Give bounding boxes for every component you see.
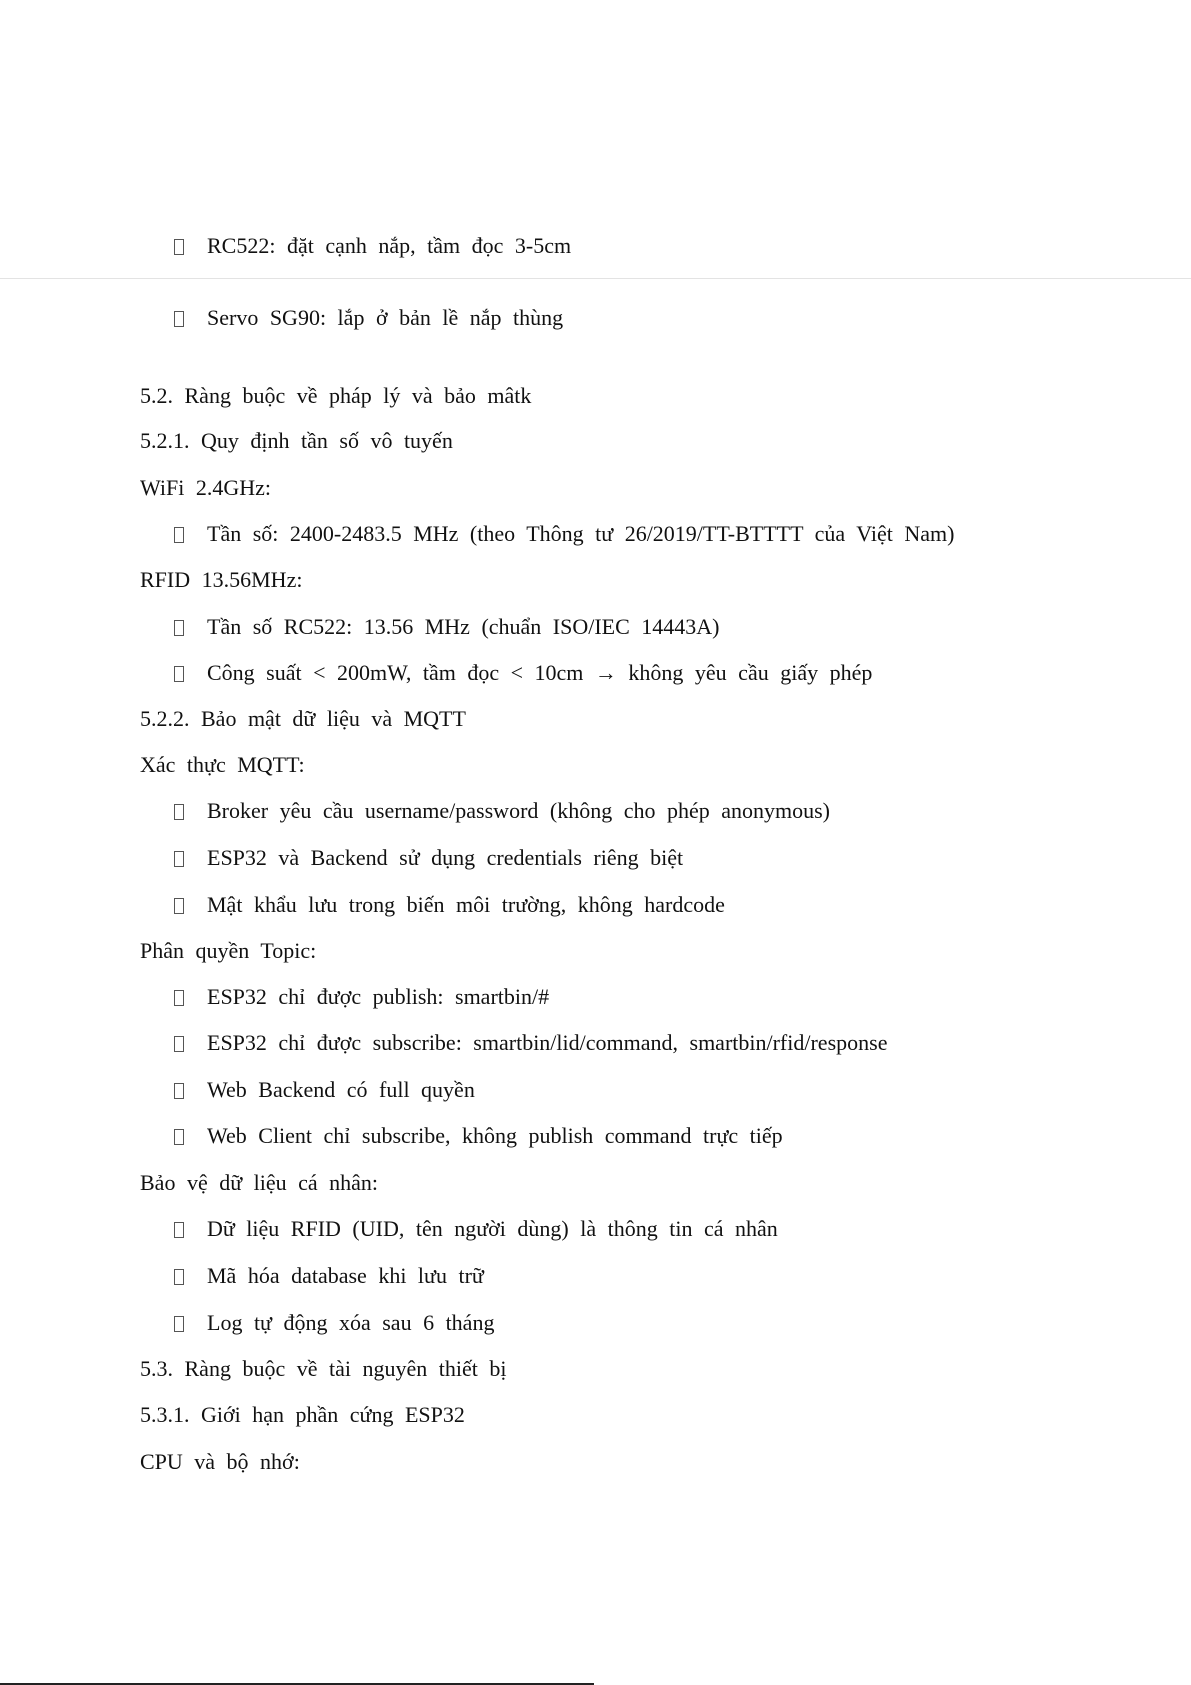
section-heading-5-3: 5.3. Ràng buộc về tài nguyên thiết bị [140,1356,507,1381]
list-item: Log tự động xóa sau 6 tháng [174,1310,494,1336]
list-item: ESP32 chỉ được publish: smartbin/# [174,984,549,1010]
bullet-marker-icon [174,1083,184,1099]
wifi-label: WiFi 2.4GHz: [140,475,271,500]
page-divider [0,278,1191,279]
bullet-marker-icon [174,1222,184,1238]
list-item: Broker yêu cầu username/password (không cho phép anonymous) [174,798,830,824]
list-item: Web Client chỉ subscribe, không publish command trực tiếp [174,1123,783,1149]
list-item: Mật khẩu lưu trong biến môi trường, không hardcode [174,892,725,918]
bullet-marker-icon [174,666,184,682]
subsection-heading-5-2-2: 5.2.2. Bảo mật dữ liệu và MQTT [140,706,466,731]
section-heading-5-2: 5.2. Ràng buộc về pháp lý và bảo mâtk [140,383,532,408]
mqtt-auth-label: Xác thực MQTT: [140,752,305,777]
list-item: Mã hóa database khi lưu trữ [174,1263,484,1289]
list-item: Công suất < 200mW, tầm đọc < 10cm → không yêu cầu giấy phép [174,660,872,686]
bullet-marker-icon [174,990,184,1006]
bullet-marker-icon [174,1269,184,1285]
list-item: ESP32 và Backend sử dụng credentials riêng biệt [174,845,683,871]
list-item: Tần số: 2400-2483.5 MHz (theo Thông tư 26/2019/TT-BTTTT của Việt Nam) [174,521,954,547]
list-item: Tần số RC522: 13.56 MHz (chuẩn ISO/IEC 14443A) [174,614,720,640]
bullet-marker-icon [174,804,184,820]
privacy-label: Bảo vệ dữ liệu cá nhân: [140,1170,379,1195]
list-item: Dữ liệu RFID (UID, tên người dùng) là thông tin cá nhân [174,1216,778,1242]
list-item: Web Backend có full quyền [174,1077,475,1103]
bullet-marker-icon [174,239,184,255]
bullet-marker-icon [174,1036,184,1052]
list-item: Servo SG90: lắp ở bản lề nắp thùng [174,305,563,331]
bullet-marker-icon [174,1316,184,1332]
subsection-heading-5-3-1: 5.3.1. Giới hạn phần cứng ESP32 [140,1402,465,1427]
bullet-marker-icon [174,898,184,914]
list-item: RC522: đặt cạnh nắp, tầm đọc 3-5cm [174,233,571,259]
bullet-marker-icon [174,311,184,327]
rfid-label: RFID 13.56MHz: [140,567,303,592]
subsection-heading-5-2-1: 5.2.1. Quy định tần số vô tuyến [140,428,453,453]
bullet-marker-icon [174,851,184,867]
bullet-marker-icon [174,620,184,636]
bullet-marker-icon [174,527,184,543]
topic-permission-label: Phân quyền Topic: [140,938,317,963]
bullet-marker-icon [174,1129,184,1145]
cpu-memory-label: CPU và bộ nhớ: [140,1449,300,1474]
list-item: ESP32 chỉ được subscribe: smartbin/lid/command, smartbin/rfid/response [174,1030,887,1056]
